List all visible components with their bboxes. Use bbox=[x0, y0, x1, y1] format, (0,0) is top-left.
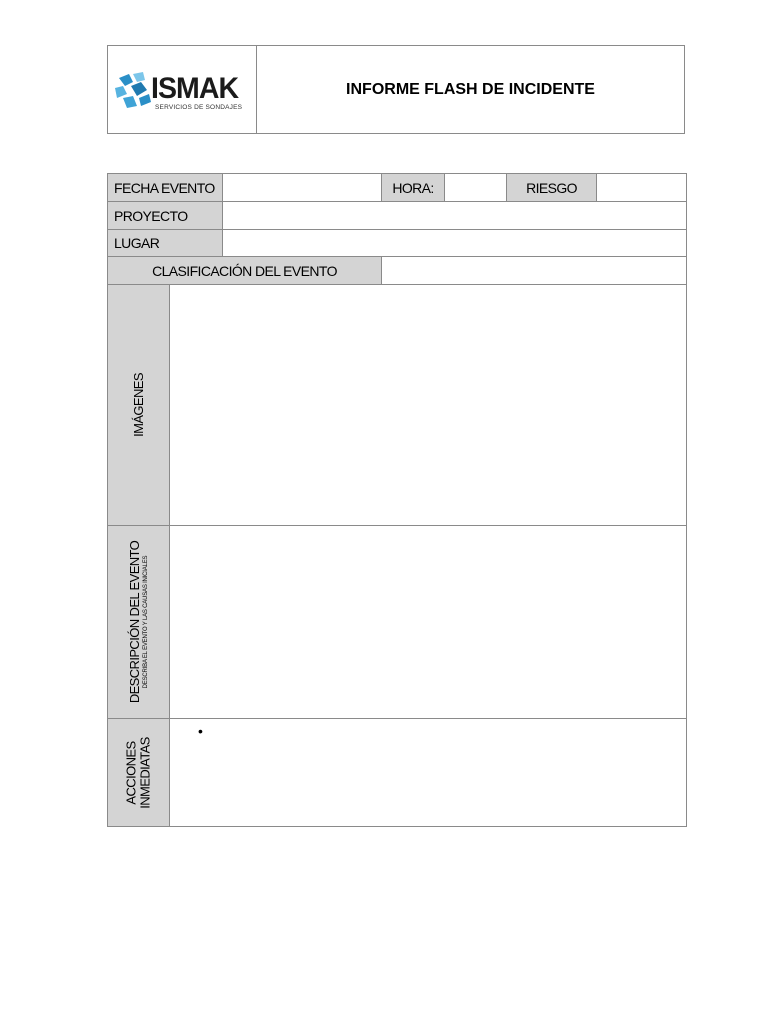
lugar-label: LUGAR bbox=[108, 230, 223, 257]
clasificacion-field[interactable] bbox=[382, 257, 687, 285]
imagenes-label-cell bbox=[108, 285, 170, 526]
logo-wordmark: ISMAK bbox=[151, 72, 239, 105]
descripcion-label-block bbox=[128, 541, 150, 703]
document-header bbox=[107, 45, 685, 134]
riesgo-field[interactable] bbox=[597, 174, 687, 202]
lugar-field[interactable] bbox=[223, 230, 687, 257]
acciones-label-line2: INMEDIATAS bbox=[137, 736, 153, 809]
descripcion-label: DESCRIPCIÓN DEL EVENTO bbox=[126, 540, 142, 704]
proyecto-label: PROYECTO bbox=[108, 202, 223, 230]
document-title: INFORME FLASH DE INCIDENTE bbox=[346, 80, 595, 98]
proyecto-field[interactable] bbox=[223, 202, 687, 230]
hora-label: HORA: bbox=[382, 174, 445, 202]
fecha-evento-field[interactable] bbox=[223, 174, 382, 202]
descripcion-area[interactable] bbox=[170, 526, 687, 719]
fecha-evento-label: FECHA EVENTO bbox=[108, 174, 223, 202]
logo-tagline: SERVICIOS DE SONDAJES bbox=[155, 104, 243, 111]
descripcion-sublabel: DESCRIBA EL EVENTO Y LAS CAUSAS INICIALES bbox=[142, 555, 149, 689]
imagenes-area[interactable] bbox=[170, 285, 687, 526]
imagenes-label: IMÁGENES bbox=[130, 373, 146, 437]
company-logo bbox=[108, 46, 257, 133]
clasificacion-label: CLASIFICACIÓN DEL EVENTO bbox=[108, 257, 382, 285]
incident-form bbox=[107, 173, 687, 827]
hora-field[interactable] bbox=[445, 174, 507, 202]
descripcion-label-cell bbox=[108, 526, 170, 719]
acciones-label-line1: ACCIONES bbox=[123, 740, 139, 805]
acciones-label-cell bbox=[108, 719, 170, 827]
riesgo-label: RIESGO bbox=[507, 174, 597, 202]
ismak-logo-mark-icon bbox=[113, 70, 153, 112]
acciones-area[interactable] bbox=[170, 719, 687, 827]
acciones-label-block bbox=[124, 737, 153, 809]
bullet-point: • bbox=[198, 723, 203, 739]
